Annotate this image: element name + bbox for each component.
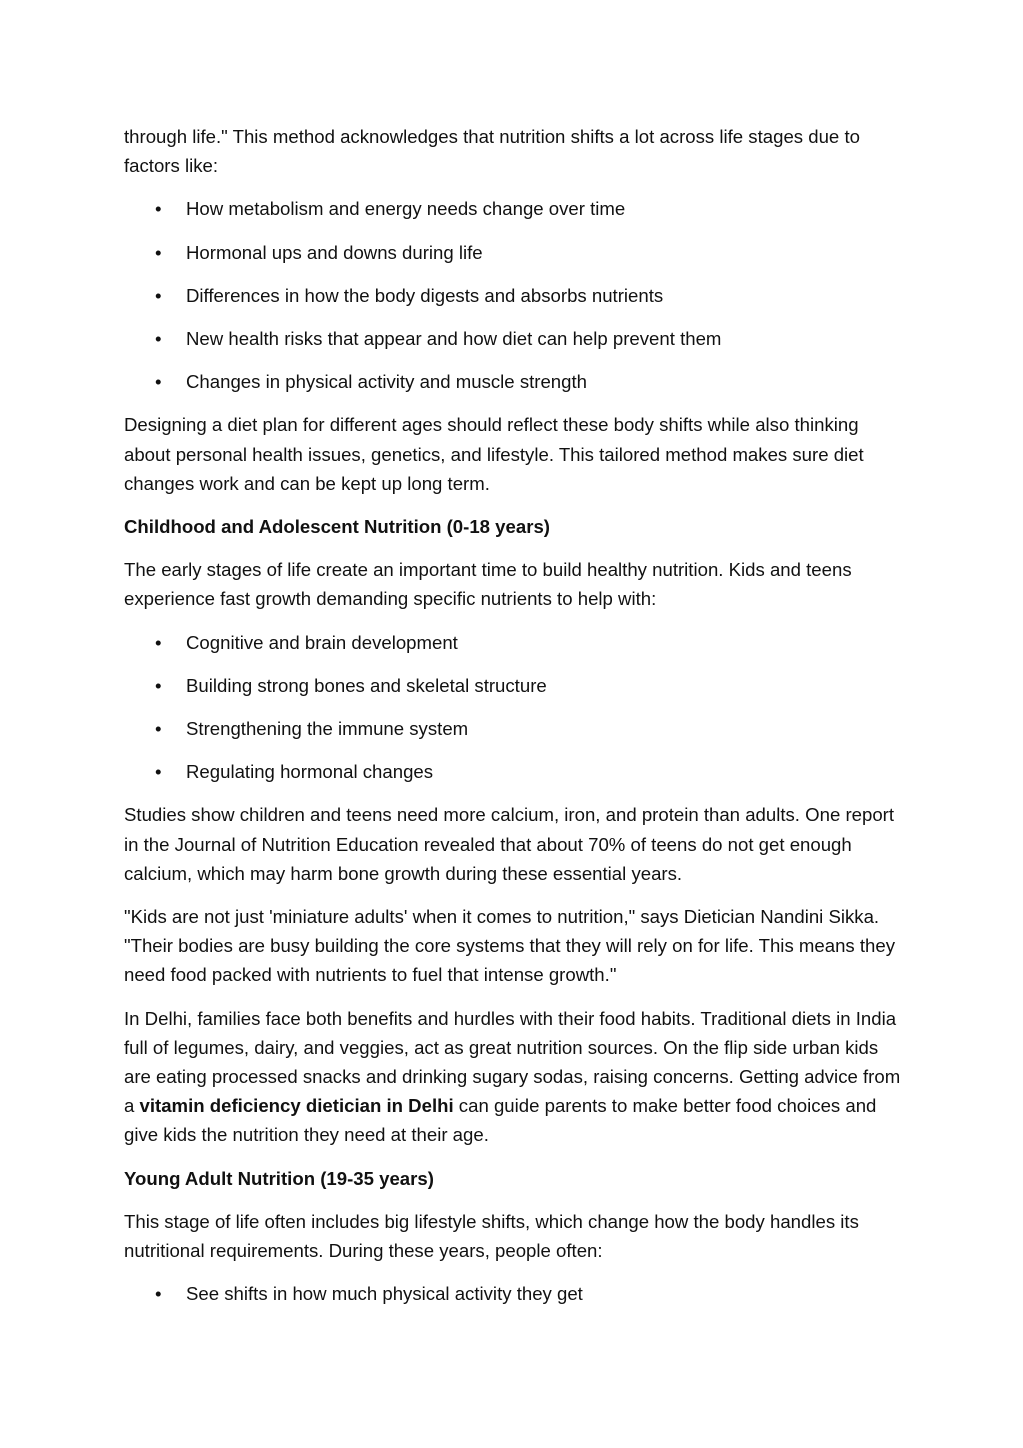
design-paragraph: Designing a diet plan for different ages should reflect these body shifts while also thinking about personal health issues, genetics, and lifestyle. This tailored method makes sure diet changes work and can be kept up long term. (124, 414, 864, 494)
factors-list (124, 194, 904, 396)
delhi-text-after: can guide parents to make better food choices and give kids the nutrition they need at their age. (124, 1095, 877, 1146)
list-item: • Hormonal ups and downs during life (124, 238, 904, 267)
list-item: • Changes in physical activity and muscle strength (124, 367, 904, 396)
section-heading-childhood: Childhood and Adolescent Nutrition (0-18 years) (124, 516, 550, 538)
list-item: • Strengthening the immune system (124, 714, 904, 743)
document-body (124, 122, 904, 1323)
list-item: • Cognitive and brain development (124, 628, 904, 657)
list-item: • Regulating hormonal changes (124, 757, 904, 786)
studies-paragraph: Studies show children and teens need more calcium, iron, and protein than adults. One report in the Journal of Nutrition Education revealed that about 70% of teens do not get enough calcium, which may harm bone growth during these essential years. (124, 804, 895, 884)
list-item: • See shifts in how much physical activity they get (124, 1279, 904, 1308)
delhi-text-before: In Delhi, families face both benefits and hurdles with their food habits. Traditional diets in India full of legumes, dairy, and veggies, act as great nutrition sources. On the flip side urban kids are eating processed snacks and drinking sugary sodas, raising concerns. Getting advice from a (124, 1007, 901, 1117)
childhood-intro-paragraph: The early stages of life create an important time to build healthy nutrition. Kids and teens experience fast growth demanding specific nutrients to help with: (124, 559, 852, 610)
young-adult-intro-paragraph: This stage of life often includes big lifestyle shifts, which change how the body handles its nutritional requirements. During these years, people often: (124, 1210, 859, 1262)
intro-paragraph: through life." This method acknowledges that nutrition shifts a lot across life stages due to factors like: (124, 126, 860, 177)
list-item: • New health risks that appear and how diet can help prevent them (124, 324, 904, 353)
quote-paragraph: "Kids are not just 'miniature adults' when it comes to nutrition," says Dietician Nandini Sikka. "Their bodies are busy building the core systems that they will rely on for life. This means they need food packed with nutrients to fuel that intense growth." (124, 906, 896, 986)
section-heading-young-adult: Young Adult Nutrition (19-35 years) (124, 1167, 434, 1189)
dietician-keyword: vitamin deficiency dietician in Delhi (139, 1095, 454, 1117)
young-adult-list (124, 1279, 904, 1308)
list-item: • Differences in how the body digests and absorbs nutrients (124, 281, 904, 310)
childhood-list (124, 628, 904, 787)
list-item: • Building strong bones and skeletal structure (124, 671, 904, 700)
delhi-paragraph (124, 1004, 904, 1150)
list-item: • How metabolism and energy needs change over time (124, 194, 904, 223)
